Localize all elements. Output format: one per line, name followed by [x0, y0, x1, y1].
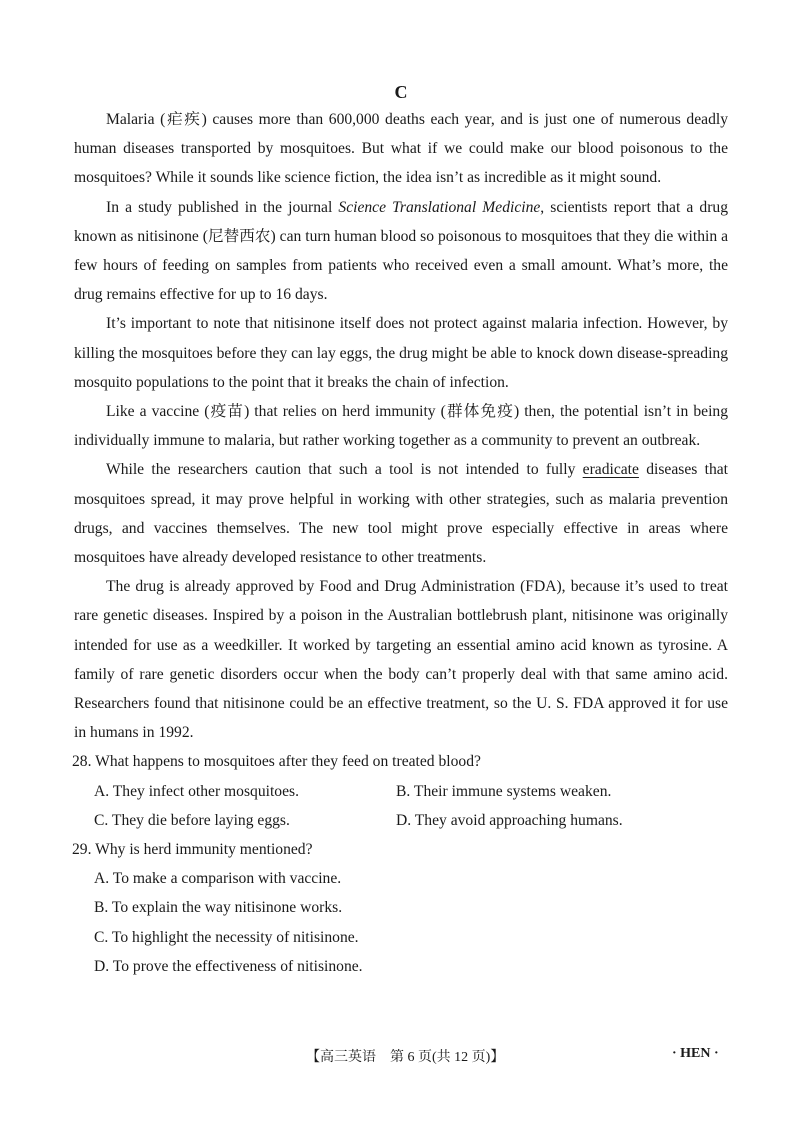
paragraph-2	[74, 193, 728, 310]
journal-title: Science Translational Medicine	[338, 198, 541, 216]
paragraph-text: In a study published in the journal	[106, 198, 339, 216]
option-b[interactable]: B. To explain the way nitisinone works.	[94, 899, 343, 917]
option-a[interactable]: A. To make a comparison with vaccine.	[94, 870, 342, 888]
paragraph-text: Malaria (疟疾) causes more than 600,000 deaths each year, and is just one of numerous deadly human diseases transported by mosquitoes. But what if we could make our blood poisonous to the mosquitoes? While it sounds like science fiction, the idea isn’t as incredible as it might sound.	[74, 111, 728, 187]
passage	[74, 105, 728, 747]
question-options	[72, 864, 728, 981]
exam-page	[74, 80, 728, 981]
page-footer	[0, 1046, 800, 1070]
exam-code: · HEN ·	[672, 1046, 719, 1061]
paragraph-text: The drug is already approved by Food and Drug Administration (FDA), because it’s used to treat rare genetic diseases. Inspired by a poison in the Australian bottlebrush plant, nitisinone was originally intended for use as a weedkiller. It worked by targeting an essential amino acid known as tyrosine. A family of rare genetic disorders occur when the body can’t properly deal with that same amino acid. Researchers found that nitisinone could be an effective treatment, so the U. S. FDA approved it for use in humans in 1992.	[74, 578, 728, 742]
paragraph-1	[74, 105, 728, 193]
paragraph-text: It’s important to note that nitisinone itself does not protect against malaria infection. However, by killing the mosquitoes before they can lay eggs, the drug might be able to knock down disease-spreading mosquito populations to the point that it breaks the chain of infection.	[74, 315, 728, 391]
question-options	[72, 777, 728, 835]
paragraph-3	[74, 309, 728, 397]
option-d[interactable]: D. To prove the effectiveness of nitisinone.	[94, 957, 363, 975]
page-number-info: 【高三英语 第 6 页(共 12 页)】	[306, 1050, 505, 1065]
paragraph-4	[74, 397, 728, 455]
option-a[interactable]: A. They infect other mosquitoes.	[94, 782, 299, 800]
section-heading: C	[394, 82, 408, 102]
paragraph-text: While the researchers caution that such a tool is not intended to fully	[106, 461, 583, 479]
option-c[interactable]: C. They die before laying eggs.	[94, 811, 290, 829]
paragraph-text: Like a vaccine (疫苗) that relies on herd immunity (群体免疫) then, the potential isn’t in being individually immune to malaria, but rather working together as a community to prevent an outbreak.	[74, 403, 728, 450]
question-stem: 28. What happens to mosquitoes after they feed on treated blood?	[72, 753, 481, 771]
option-c[interactable]: C. To highlight the necessity of nitisinone.	[94, 928, 359, 946]
question-stem: 29. Why is herd immunity mentioned?	[72, 841, 313, 859]
option-d[interactable]: D. They avoid approaching humans.	[396, 811, 623, 829]
question-29	[72, 835, 728, 981]
paragraph-text: , scientists report that a drug known as nitisinone (尼替西农) can turn human blood so poisonous to mosquitoes that they die within a few hours of feeding on samples from patients who received even a small amount. What’s more, the drug remains effective for up to 16 days.	[74, 198, 728, 304]
underlined-word: eradicate	[582, 461, 639, 479]
paragraph-text: diseases that mosquitoes spread, it may prove helpful in working with other strategies, such as malaria prevention drugs, and vaccines themselves. The new tool might prove especially effective in areas where mosquitoes have already developed resistance to other treatments.	[74, 461, 728, 567]
paragraph-5	[74, 455, 728, 572]
option-b[interactable]: B. Their immune systems weaken.	[396, 782, 612, 800]
paragraph-6	[74, 572, 728, 747]
question-28	[72, 747, 728, 835]
